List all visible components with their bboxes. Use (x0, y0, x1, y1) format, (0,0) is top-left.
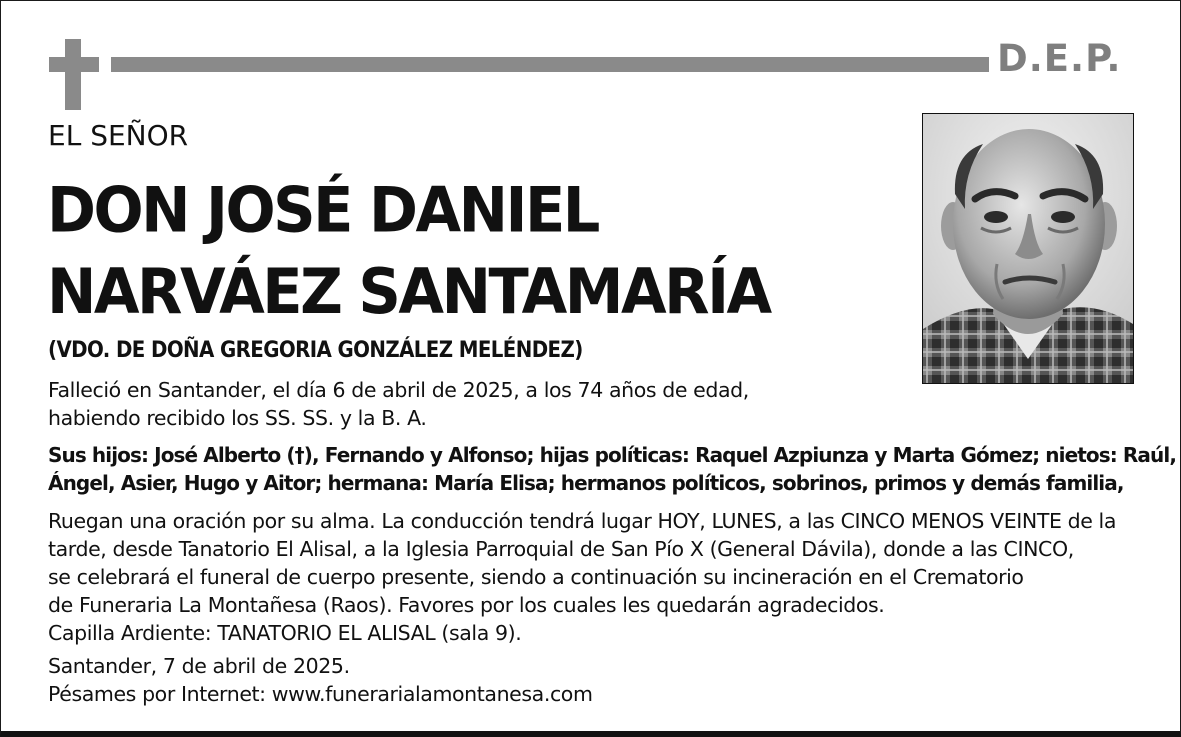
portrait-illustration (923, 114, 1133, 383)
death-line-1: Falleció en Santander, el día 6 de abril de 2025, a los 74 años de edad, (48, 378, 749, 402)
family-line-2: Ángel, Asier, Hugo y Aitor; hermana: María Elisa; hermanos políticos, sobrinos, primos y demás familia, (48, 471, 1124, 495)
family-line-1: Sus hijos: José Alberto (†), Fernando y Alfonso; hijas políticas: Raquel Azpiunza y Marta Gómez; nietos: Raúl, (48, 443, 1177, 467)
chapel-line: Capilla Ardiente: TANATORIO EL ALISAL (sala 9). (48, 621, 522, 645)
funeral-details (48, 507, 1116, 647)
closing (48, 652, 593, 708)
honorific: EL SEÑOR (48, 119, 189, 152)
death-line-2: habiendo recibido los SS. SS. y la B. A. (48, 406, 427, 430)
header-rule (111, 57, 989, 72)
death-details (48, 376, 749, 432)
cross-icon-arm (49, 57, 99, 72)
name-line-2: NARVÁEZ SANTAMARÍA (47, 254, 770, 328)
request-line-4: de Funeraria La Montañesa (Raos). Favores por los cuales les quedarán agradecidos. (48, 593, 885, 617)
dep-label: D.E.P. (997, 37, 1122, 80)
request-line-3: se celebrará el funeral de cuerpo presente, siendo a continuación su incineración en el Crematorio (48, 565, 1024, 589)
cross-icon (65, 39, 81, 110)
deceased-name (47, 169, 770, 332)
family-list (48, 441, 1176, 497)
widow-line: (VDO. DE DOÑA GREGORIA GONZÁLEZ MELÉNDEZ) (48, 338, 583, 363)
request-line-2: tarde, desde Tanatorio El Alisal, a la Iglesia Parroquial de San Pío X (General Dávila), donde a las CINCO, (48, 537, 1074, 561)
portrait-photo (922, 113, 1134, 384)
place-date: Santander, 7 de abril de 2025. (48, 654, 350, 678)
name-line-1: DON JOSÉ DANIEL (47, 173, 598, 247)
condolences-line: Pésames por Internet: www.funerarialamontanesa.com (48, 682, 593, 706)
request-line-1: Ruegan una oración por su alma. La conducción tendrá lugar HOY, LUNES, a las CINCO MENOS VEINTE de la (48, 509, 1117, 533)
